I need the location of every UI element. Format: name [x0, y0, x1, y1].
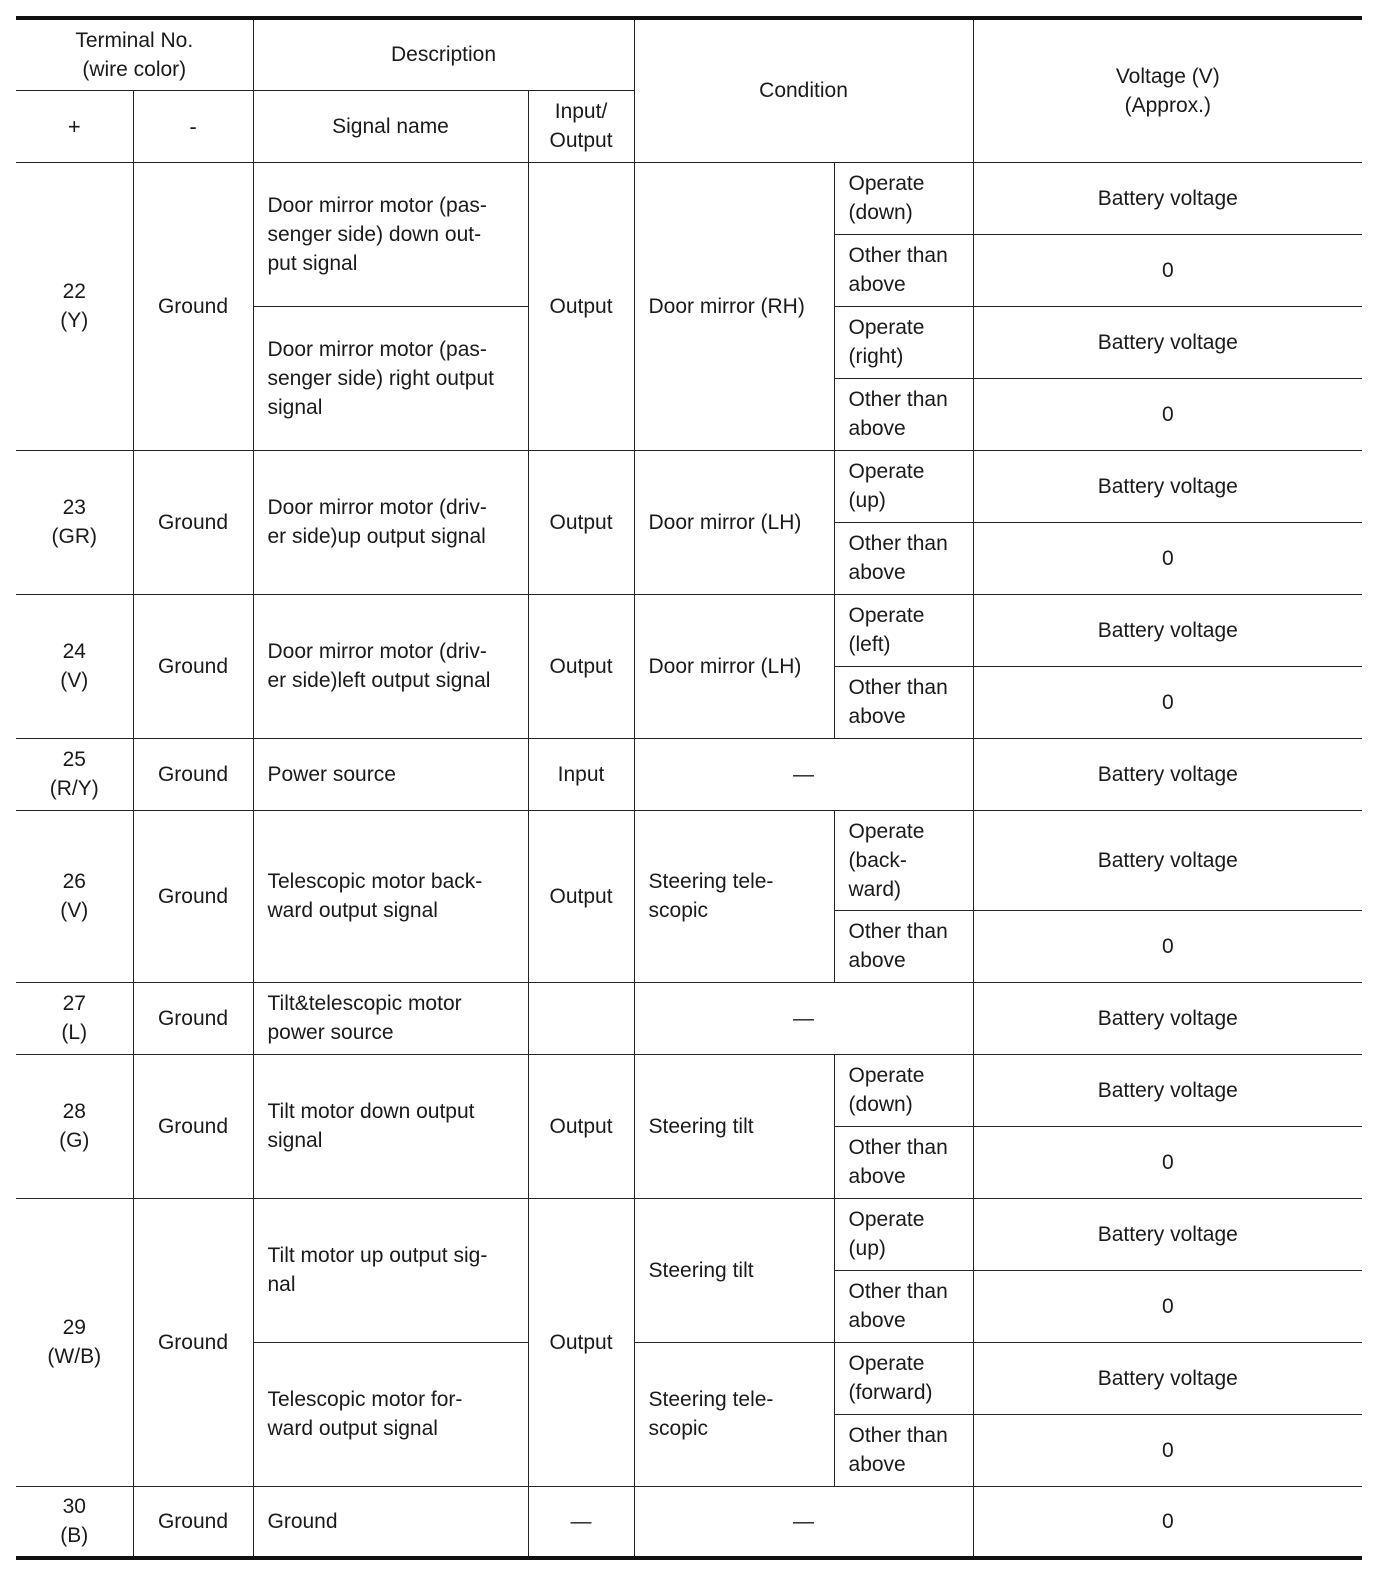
state-cell: Operate (forward) — [834, 1342, 973, 1414]
header-row-1 — [16, 18, 1362, 90]
table-row — [16, 1198, 1362, 1270]
condition-cell: Steering tele- scopic — [634, 810, 834, 982]
voltage-cell: Battery voltage — [973, 450, 1362, 522]
io-cell: Output — [528, 450, 634, 594]
minus-cell: Ground — [133, 1486, 253, 1558]
table-row — [16, 810, 1362, 910]
voltage-cell: 0 — [973, 1270, 1362, 1342]
terminal-cell: 28 (G) — [16, 1054, 133, 1198]
minus-cell: Ground — [133, 982, 253, 1054]
minus-cell: Ground — [133, 162, 253, 450]
signal-name-cell: Door mirror motor (driv- er side)left output signal — [253, 594, 528, 738]
voltage-cell: 0 — [973, 1414, 1362, 1486]
table-row — [16, 1486, 1362, 1558]
condition-cell: Steering tilt — [634, 1198, 834, 1342]
voltage-cell: 0 — [973, 234, 1362, 306]
state-cell: Operate (back- ward) — [834, 810, 973, 910]
io-cell — [528, 982, 634, 1054]
terminal-cell: 23 (GR) — [16, 450, 133, 594]
state-cell: Operate (right) — [834, 306, 973, 378]
voltage-cell: 0 — [973, 1126, 1362, 1198]
signal-name-cell: Door mirror motor (pas- senger side) right output signal — [253, 306, 528, 450]
voltage-cell: Battery voltage — [973, 162, 1362, 234]
state-cell: Other than above — [834, 910, 973, 982]
state-cell: Other than above — [834, 1414, 973, 1486]
terminal-cell: 29 (W/B) — [16, 1198, 133, 1486]
voltage-cell: Battery voltage — [973, 1342, 1362, 1414]
table-row — [16, 982, 1362, 1054]
state-cell: Operate (down) — [834, 162, 973, 234]
table-row — [16, 1054, 1362, 1126]
voltage-cell: Battery voltage — [973, 1198, 1362, 1270]
header-condition: Condition — [634, 18, 973, 162]
minus-cell: Ground — [133, 1054, 253, 1198]
header-signal-name: Signal name — [253, 90, 528, 162]
minus-cell: Ground — [133, 1198, 253, 1486]
signal-name-cell: Tilt motor up output sig- nal — [253, 1198, 528, 1342]
header-description: Description — [253, 18, 634, 90]
io-cell: — — [528, 1486, 634, 1558]
voltage-cell: 0 — [973, 378, 1362, 450]
state-cell: Other than above — [834, 666, 973, 738]
header-input-output: Input/ Output — [528, 90, 634, 162]
condition-cell: — — [634, 982, 973, 1054]
table-row — [16, 162, 1362, 234]
voltage-cell: 0 — [973, 910, 1362, 982]
io-cell: Output — [528, 1054, 634, 1198]
voltage-cell: Battery voltage — [973, 982, 1362, 1054]
minus-cell: Ground — [133, 450, 253, 594]
io-cell: Output — [528, 162, 634, 450]
header-plus: + — [16, 90, 133, 162]
voltage-cell: 0 — [973, 522, 1362, 594]
terminal-cell: 24 (V) — [16, 594, 133, 738]
condition-cell: Steering tele- scopic — [634, 1342, 834, 1486]
voltage-cell: Battery voltage — [973, 810, 1362, 910]
condition-cell: — — [634, 1486, 973, 1558]
state-cell: Other than above — [834, 522, 973, 594]
condition-cell: Door mirror (LH) — [634, 594, 834, 738]
state-cell: Other than above — [834, 234, 973, 306]
signal-name-cell: Tilt motor down output signal — [253, 1054, 528, 1198]
state-cell: Other than above — [834, 378, 973, 450]
signal-name-cell: Ground — [253, 1486, 528, 1558]
header-terminal: Terminal No. (wire color) — [16, 18, 253, 90]
state-cell: Other than above — [834, 1126, 973, 1198]
voltage-cell: Battery voltage — [973, 594, 1362, 666]
voltage-cell: 0 — [973, 666, 1362, 738]
table-row — [16, 594, 1362, 666]
signal-name-cell: Power source — [253, 738, 528, 810]
signal-name-cell: Door mirror motor (driv- er side)up output signal — [253, 450, 528, 594]
condition-cell: Door mirror (LH) — [634, 450, 834, 594]
voltage-cell: Battery voltage — [973, 306, 1362, 378]
state-cell: Operate (left) — [834, 594, 973, 666]
io-cell: Output — [528, 810, 634, 982]
minus-cell: Ground — [133, 810, 253, 982]
header-minus: - — [133, 90, 253, 162]
io-cell: Output — [528, 594, 634, 738]
terminal-cell: 30 (B) — [16, 1486, 133, 1558]
state-cell: Other than above — [834, 1270, 973, 1342]
state-cell: Operate (up) — [834, 450, 973, 522]
minus-cell: Ground — [133, 594, 253, 738]
terminal-cell: 25 (R/Y) — [16, 738, 133, 810]
table-row — [16, 738, 1362, 810]
voltage-cell: 0 — [973, 1486, 1362, 1558]
terminal-spec-table — [16, 16, 1362, 1560]
io-cell: Output — [528, 1198, 634, 1486]
state-cell: Operate (up) — [834, 1198, 973, 1270]
signal-name-cell: Telescopic motor for- ward output signal — [253, 1342, 528, 1486]
voltage-cell: Battery voltage — [973, 738, 1362, 810]
condition-cell: Steering tilt — [634, 1054, 834, 1198]
terminal-cell: 27 (L) — [16, 982, 133, 1054]
signal-name-cell: Door mirror motor (pas- senger side) down out- put signal — [253, 162, 528, 306]
terminal-cell: 26 (V) — [16, 810, 133, 982]
condition-cell: — — [634, 738, 973, 810]
terminal-cell: 22 (Y) — [16, 162, 133, 450]
signal-name-cell: Tilt&telescopic motor power source — [253, 982, 528, 1054]
io-cell: Input — [528, 738, 634, 810]
voltage-cell: Battery voltage — [973, 1054, 1362, 1126]
minus-cell: Ground — [133, 738, 253, 810]
table-row — [16, 450, 1362, 522]
condition-cell: Door mirror (RH) — [634, 162, 834, 450]
signal-name-cell: Telescopic motor back- ward output signal — [253, 810, 528, 982]
state-cell: Operate (down) — [834, 1054, 973, 1126]
header-voltage: Voltage (V) (Approx.) — [973, 18, 1362, 162]
